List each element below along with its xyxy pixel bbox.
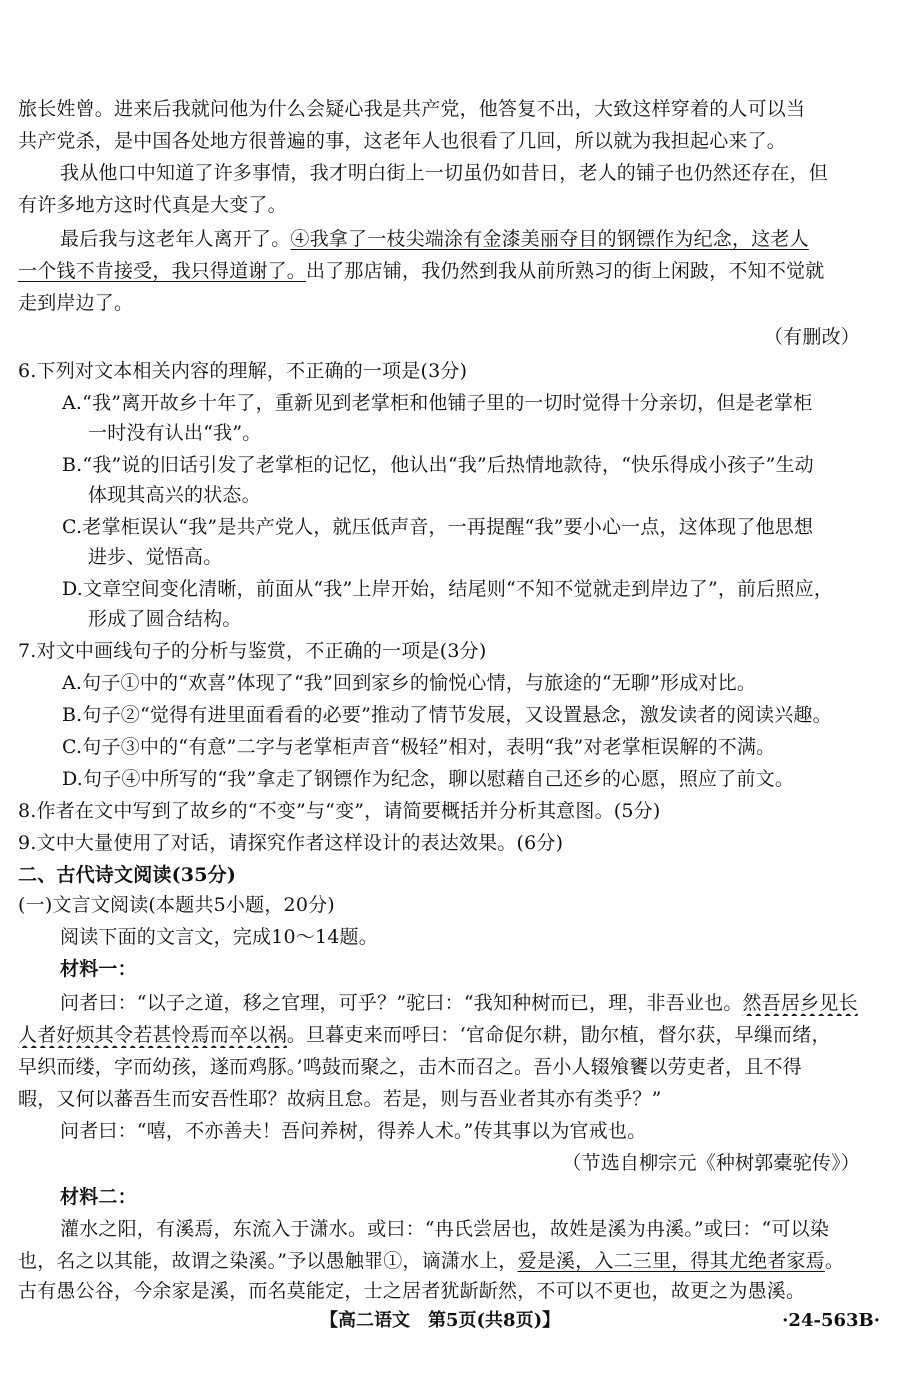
wavy-underlined-text: 人者好烦其令若甚怜焉而卒以祸 (18, 1024, 287, 1046)
material-2-title: 材料二： (60, 1186, 137, 1208)
option-6b-cont: 体现其高兴的状态。 (88, 484, 261, 506)
material-1-source: （节选自柳宗元《种树郭橐驼传》） (562, 1152, 860, 1174)
question-8: 8.作者在文中写到了故乡的“不变”与“变”，请简要概括并分析其意图。(5分) (18, 800, 661, 822)
passage-line (60, 226, 882, 252)
material-2-line: 灌水之阳，有溪焉，东流入于潇水。或曰：“冉氏尝居也，故姓是溪为冉溪。”或曰：“可以染 (60, 1218, 830, 1240)
option-6c-cont: 进步、觉悟高。 (88, 546, 223, 568)
subsection-title: (一)文言文阅读(本题共5小题，20分) (18, 894, 335, 916)
passage-line: 旅长姓曾。进来后我就问他为什么会疑心我是共产党，他答复不出，大致这样穿着的人可以当 (18, 98, 806, 120)
passage-text: 出了那店铺，我仍然到我从前所熟习的街上闲跛，不知不觉就 (306, 260, 825, 282)
material-2-line: 古有愚公谷，今余家是溪，而名莫能定，士之居者犹龂龂然，不可以不更也，故更之为愚溪。 (18, 1280, 806, 1302)
exam-code: ·24-563B· (782, 1310, 880, 1331)
option-6b: B.“我”说的旧话引发了老掌柜的记忆，他认出“我”后热情地款待，“快乐得成小孩子”生动 (62, 454, 814, 476)
question-9: 9.文中大量使用了对话，请探究作者这样设计的表达效果。(6分) (18, 832, 564, 854)
passage-line: 走到岸边了。 (18, 292, 134, 314)
classical-text: 。 (824, 1250, 845, 1272)
option-6a-cont: 一时没有认出“我”。 (88, 422, 262, 444)
passage-line: 我从他口中知道了许多事情，我才明白街上一切虽仍如昔日，老人的铺子也仍然还存在，但 (60, 162, 829, 184)
option-7a: A.句子①中的“欢喜”体现了“我”回到家乡的愉悦心情，与旅途的“无聊”形成对比。 (62, 672, 757, 694)
option-7d: D.句子④中所写的“我”拿走了钢镖作为纪念，聊以慰藉自己还乡的心愿，照应了前文。 (62, 768, 795, 790)
page-number-label: 【高二语文 第5页(共8页)】 (320, 1310, 561, 1331)
material-1-line (60, 990, 882, 1016)
instruction: 阅读下面的文言文，完成10～14题。 (60, 926, 378, 948)
underlined-sentence-4: ④我拿了一枝尖端涂有金漆美丽夺目的钢镖作为纪念，这老人 (290, 228, 809, 250)
question-7: 7.对文中画线句子的分析与鉴赏，不正确的一项是(3分) (18, 640, 487, 662)
option-6c: C.老掌柜误认“我”是共产党人，就压低声音，一再提醒“我”要小心一点，这体现了他思想 (62, 516, 814, 538)
material-1-line: 问者曰：“嘻，不亦善夫！吾问养树，得养人术。”传其事以为官戒也。 (60, 1120, 647, 1142)
page-footer (0, 1306, 900, 1336)
source-note: （有删改） (763, 326, 860, 348)
passage-text: 最后我与这老年人离开了。 (60, 228, 291, 250)
option-7b: B.句子②“觉得有进里面看看的必要”推动了情节发展，又设置悬念，激发读者的阅读兴趣。 (62, 704, 832, 726)
material-2-line (18, 1248, 882, 1274)
material-1-line (18, 1022, 882, 1048)
question-6: 6.下列对文本相关内容的理解，不正确的一项是(3分) (18, 360, 468, 382)
underlined-sentence-4-end: 一个钱不肯接受，我只得道谢了。 (18, 260, 307, 282)
classical-text: 问者曰：“以子之道，移之官理，可乎？”驼曰：“我知种树而已，理，非吾业也。 (60, 992, 743, 1014)
wavy-underlined-text: 然吾居乡见长 (742, 992, 858, 1014)
option-6d: D.文章空间变化清晰，前面从“我”上岸开始，结尾则“不知不觉就走到岸边了”，前后照应， (62, 578, 834, 600)
underlined-text: 爱是溪，入二三里，得其尤绝者家焉 (517, 1250, 825, 1272)
material-1-line: 暇，又何以蕃吾生而安吾性耶？故病且怠。若是，则与吾业者其亦有类乎？” (18, 1088, 662, 1110)
section-title: 二、古代诗文阅读(35分) (18, 864, 237, 886)
material-1-title: 材料一： (60, 958, 137, 980)
option-6a: A.“我”离开故乡十年了，重新见到老掌柜和他铺子里的一切时觉得十分亲切，但是老掌柜 (62, 392, 813, 414)
classical-text: 也，名之以其能，故谓之染溪。”予以愚触罪①，谪潇水上， (18, 1250, 518, 1272)
classical-text: 。旦暮吏来而呼曰：‘官命促尔耕，勖尔植，督尔获，早缫而绪， (286, 1024, 831, 1046)
option-7c: C.句子③中的“有意”二字与老掌柜声音“极轻”相对，表明“我”对老掌柜误解的不满。 (62, 736, 776, 758)
material-1-line: 早织而缕，字而幼孩，遂而鸡豚。’鸣鼓而聚之，击木而召之。吾小人辍飧饔以劳吏者，且不得 (18, 1056, 802, 1078)
passage-line: 共产党杀，是中国各处地方很普遍的事，这老年人也很看了几回，所以就为我担起心来了。 (18, 130, 787, 152)
passage-line: 有许多地方这时代真是大变了。 (18, 194, 287, 216)
passage-line (18, 258, 882, 284)
option-6d-cont: 形成了圆合结构。 (88, 608, 242, 630)
